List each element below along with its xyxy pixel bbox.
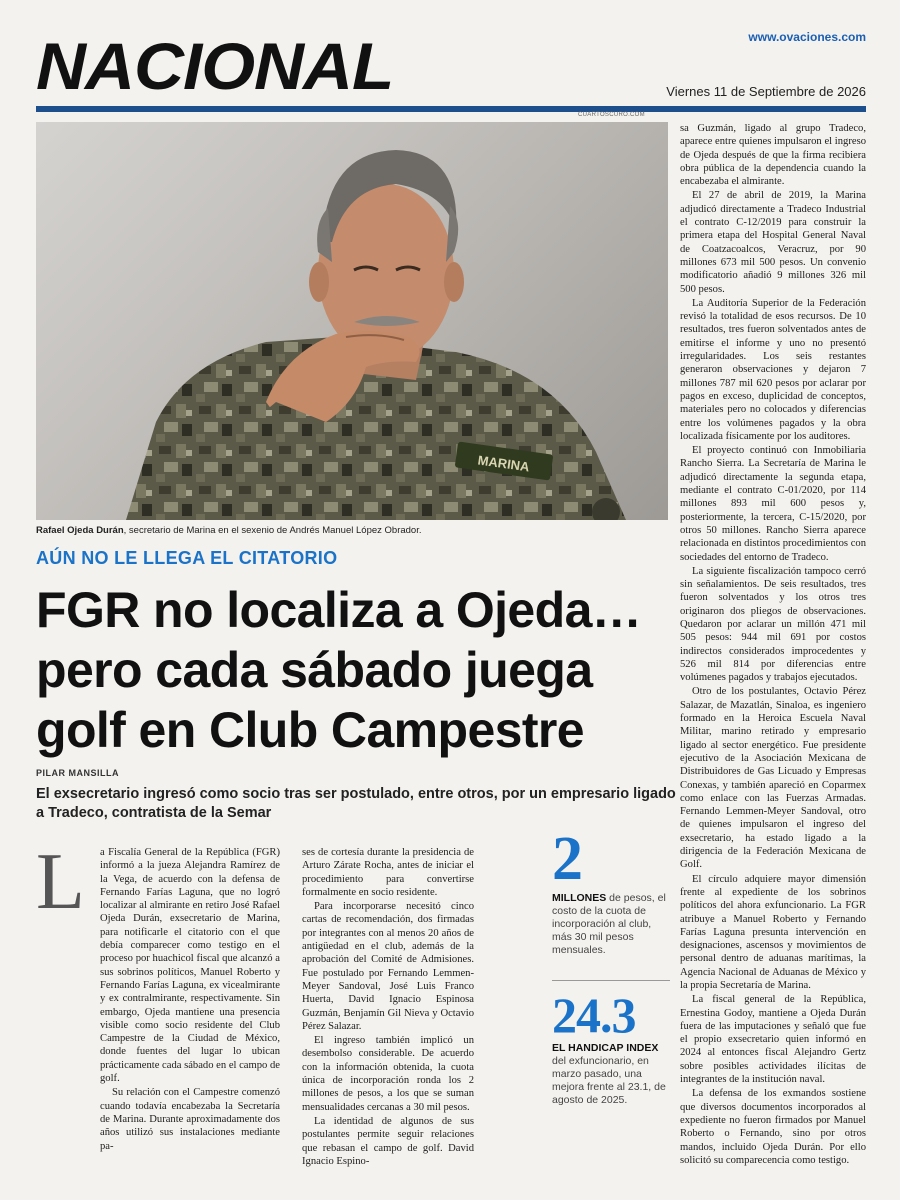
paragraph: ses de cortesía durante la presidencia de Arturo Zárate Rocha, antes de iniciar el procedimiento para convertirse formalmente en socio residente. (302, 847, 474, 898)
headline: FGR no localiza a Ojeda… pero cada sábado juega golf en Club Campestre (36, 582, 642, 758)
paragraph: La siguiente fiscalización tampoco cerró sin señalamientos. De seis resultados, tres fueron solventados y los otros tres originaron dos pliegos de observaciones. Quedaron por aclarar un millón 471 mil 505 pesos: 944 mil 691 por costos indirectos considerados improcedentes y 526 mil 814 por diferencias entre volúmenes pagados y trabajos ejecutados. (680, 565, 866, 684)
publication-date: Viernes 11 de Septiembre de 2026 (666, 84, 866, 99)
site-url-link[interactable]: www.ovaciones.com (748, 30, 866, 44)
stat-number: 2 (552, 825, 583, 893)
paragraph: El 27 de abril de 2019, la Marina adjudicó directamente a Tradeco Industrial el contrato C-12/2019 para construir la primera etapa del Hospital General Naval de Coatzacoalcos, Veracruz, por 90 millones 673 mil 500 pesos. Un convenio modificatorio añadió 9 millones 326 mil 500 pesos. (680, 190, 866, 295)
photo-caption (36, 525, 668, 536)
paragraph: La identidad de algunos de sus postulantes permite seguir relaciones que rebasan el campo de golf. David Ignacio Espino- (302, 1115, 474, 1167)
body-column-2 (302, 846, 474, 1194)
stat-divider (552, 980, 670, 981)
stat-number: 24.3 (552, 987, 636, 1043)
caption-text: , secretario de Marina en el sexenio de Andrés Manuel López Obrador. (123, 525, 422, 536)
lead-photo (36, 122, 668, 520)
kicker: AÚN NO LE LLEGA EL CITATORIO (36, 548, 338, 568)
body-column-1 (100, 846, 280, 1194)
stat-label: EL HANDICAP INDEX del exfuncionario, en marzo pasado, una mejora frente al 23.1, de agosto de 2025. (552, 1042, 666, 1106)
paragraph: La Auditoría Superior de la Federación revisó la totalidad de esos recursos. De 10 resultados, tres fueron solventados antes de emitirse el informe y uno no presentó irregularidades. Los seis restantes generaron observaciones y dejaron 7 millones 787 mil 620 pesos por aclarar por pagos en exceso, duplicidad de conceptos, materiales pero no colocados y diferencias entre los volúmenes pagados y la obra localizada físicamente por los auditores. (680, 297, 866, 442)
uniform-patch-text: MARINA (476, 452, 531, 475)
drop-cap: L (36, 838, 85, 926)
photo-credit: CUARTOSCURO.COM (578, 112, 645, 118)
portrait-illustration (36, 122, 668, 520)
masthead-rule (36, 106, 866, 112)
deck-subheadline: El exsecretario ingresó como socio tras ser postulado, entre otros, por un empresario ligado a Tradeco, contratista de la Semar (36, 786, 676, 821)
masthead (36, 22, 866, 112)
paragraph: Para incorporarse necesitó cinco cartas de recomendación, dos firmadas por integrantes con al menos 20 años de antigüedad en el club, además de la aprobación del Comité de Admisiones. Fue postulado por Fernando Lemmen-Meyer Sandoval, José Luis Franco Huerta, David Ignacio Espinosa Guzmán, Benjamín Gil Nieva y Octavio Pérez Salazar. (302, 901, 474, 1032)
stat-label: MILLONES de pesos, el costo de la cuota de incorporación al club, más 30 mil pesos mensuales. (552, 892, 666, 956)
stat-box-cost (552, 825, 670, 957)
paragraph: El ingreso también implicó un desembolso considerable. De acuerdo con la información obtenida, la cuota única de incorporación ronda los 2 millones de pesos, a los que se suman mensualidades cercanas a 30 mil pesos. (302, 1035, 474, 1113)
stat-box-handicap (552, 987, 670, 1107)
caption-name: Rafael Ojeda Durán (36, 525, 124, 536)
paragraph: sa Guzmán, ligado al grupo Tradeco, aparece entre quienes impulsaron el ingreso de Ojeda después de que la firma recibiera obra pública de la dependencia cuando la encabezaba el almirante. (680, 123, 866, 188)
paragraph: La defensa de los exmandos sostiene que diversos documentos incorporados al expediente no fueron firmados por Manuel Roberto o Fernando, sino por otros mandos, incluido Ojeda Durán. Por ello solicitó su comparecencia como testigo. (680, 1088, 866, 1166)
paragraph: El círculo adquiere mayor dimensión frente al expediente de los sobrinos políticos del ahora exfuncionario. La FGR atribuye a Manuel Roberto y Fernando Farías Laguna presunta intervención en designaciones, ascensos y movimientos de personal dentro de aduanas marítimas, la Agencia Nacional de Aduanas de México y la propia Secretaría de Marina. (680, 873, 866, 991)
paragraph: La fiscal general de la República, Ernestina Godoy, mantiene a Ojeda Durán fuera de las imputaciones y señaló que fue el propio exsecretario quien informó en 2024 al entonces fiscal Alejandro Gertz sobre posibles actividades ilícitas de integrantes de la institución naval. (680, 994, 866, 1086)
paragraph: El proyecto continuó con Inmobiliaria Rancho Sierra. La Secretaría de Marina le adjudicó directamente la segunda etapa, mediante el contrato C-01/2020, por 114 millones 893 mil 600 pesos y, posteriormente, la tercera, C-15/2020, por otros 50 millones. Rancho Sierra aparece relacionada en distintos procedimientos con sociedades del entorno de Tradeco. (680, 445, 866, 563)
section-title: NACIONAL (36, 29, 394, 103)
body-column-3 (680, 122, 866, 1194)
paragraph: Su relación con el Campestre comenzó cuando todavía encabezaba la Secretaría de Marina. Durante aproximadamente dos años utilizó sus instalaciones mediante pa- (100, 1087, 280, 1152)
paragraph: Otro de los postulantes, Octavio Pérez Salazar, de Mazatlán, Sinaloa, es ingeniero formado en la Heroica Escuela Naval Militar, marino retirado y empresario ligado al sector energético. Fue presidente ejecutivo de la Asociación Mexicana de Distribuidores de Gas Licuado y Empresas Conexas, y también apareció en Coparmex como enlace con las Fuerzas Armadas. Fernando Lemmen-Meyer Sandoval, otro de quienes impulsaron el ingreso del exsecretario, ha estado ligado a la dirigencia de la Federación Mexicana de Golf. (680, 686, 866, 871)
byline: PILAR MANSILLA (36, 768, 119, 778)
paragraph: a Fiscalía General de la República (FGR) informó a la jueza Alejandra Ramírez de la Vega, de acuerdo con la defensa de Fernando Farías Laguna, que no logró localizar al almirante en retiro José Rafael Ojeda Durán, exsecretario de Marina, para notificarle el citatorio con el que debía comparecer como testigo en el proceso por huachicol fiscal que alcanzó a sus sobrinos políticos, Manuel Roberto y Fernando Farías Laguna, ex vicealmirante y ex contralmirante, respectivamente. Sin embargo, Ojeda mantiene una presencia visible como socio residente del Club Campestre de la Ciudad de México, donde fuentes del lugar lo ubican prácticamente cada sábado en el campo de golf. (100, 847, 280, 1085)
